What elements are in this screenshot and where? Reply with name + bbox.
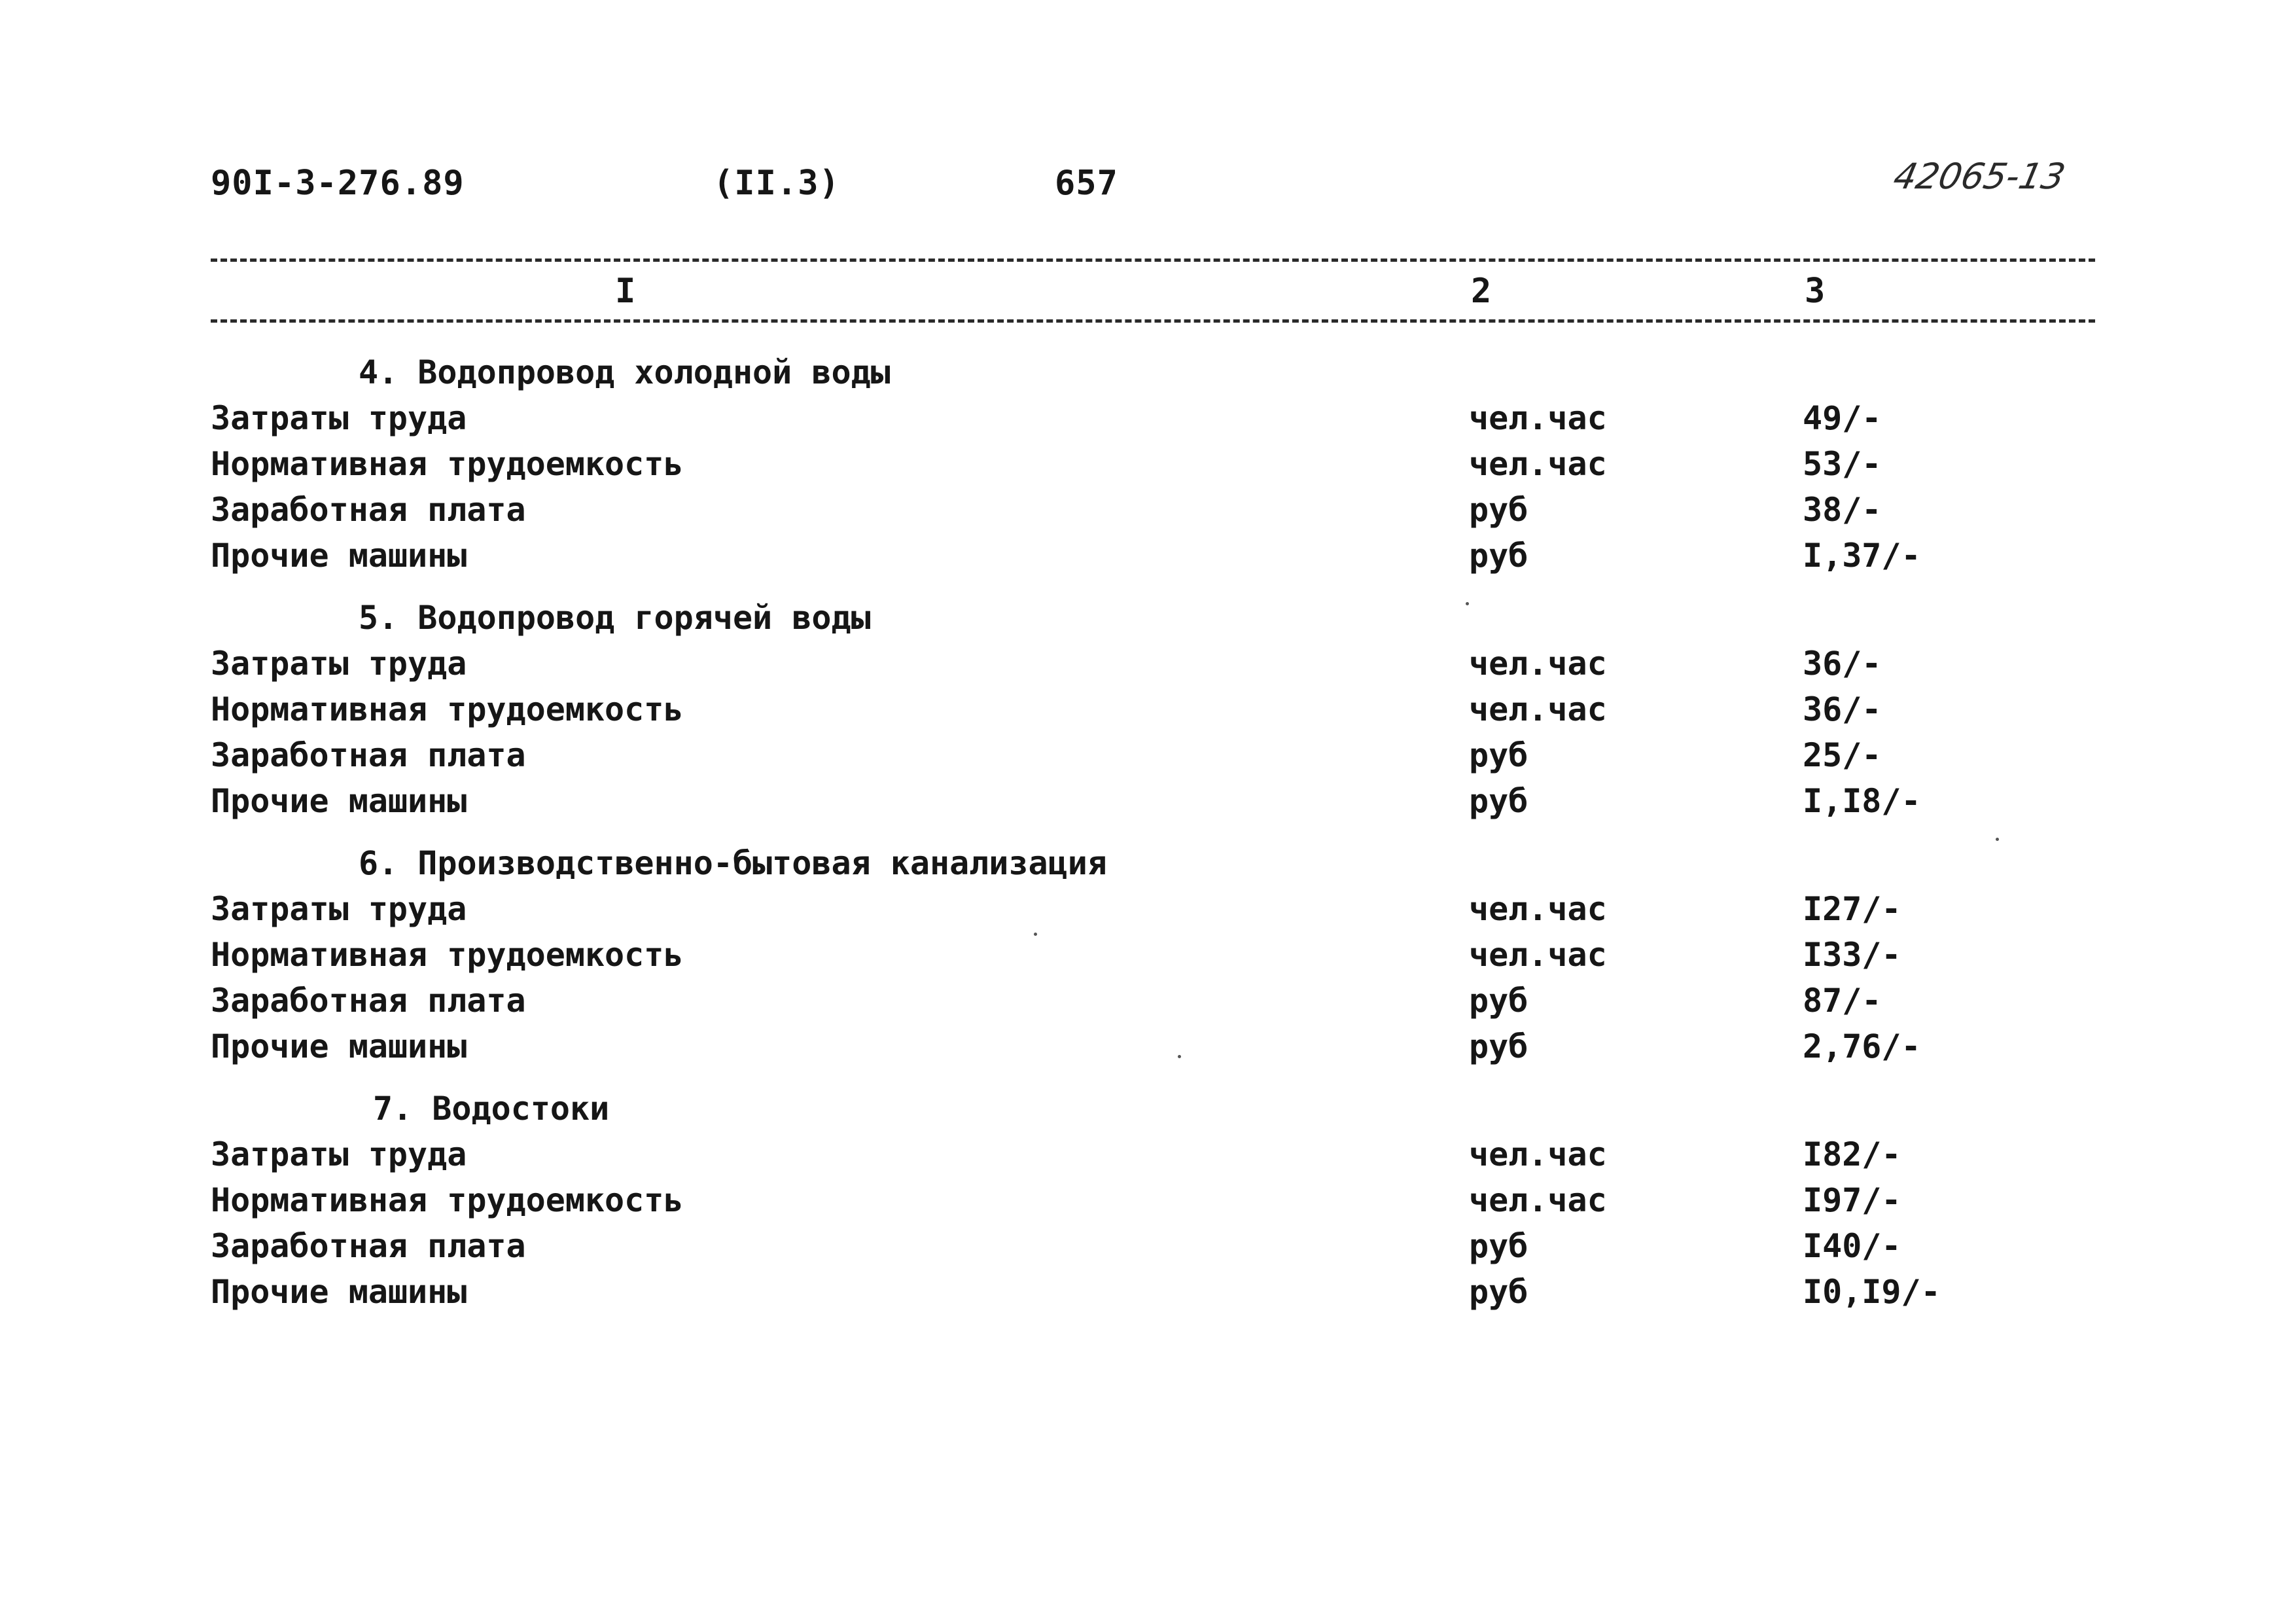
table-row: [0, 736, 2296, 782]
section-title: 7. Водостоки: [373, 1090, 610, 1128]
row-unit: чел.час: [1469, 890, 1607, 928]
row-label: Прочие машины: [211, 537, 467, 575]
row-label: Заработная плата: [211, 736, 526, 774]
scan-speck: [1996, 838, 1999, 841]
table-row: [0, 982, 2296, 1027]
row-unit: руб: [1469, 736, 1528, 774]
table-top-rule: [211, 259, 2095, 262]
row-label: Затраты труда: [211, 890, 467, 928]
row-value: 36/-: [1803, 645, 1882, 683]
row-unit: чел.час: [1469, 936, 1607, 974]
row-value: I33/-: [1803, 936, 1901, 974]
handwritten-reference-number: 42065-13: [1890, 156, 2069, 197]
row-value: I0,I9/-: [1803, 1273, 1941, 1311]
section-title-row: [0, 599, 2296, 645]
column-header-2: 2: [1471, 272, 1492, 311]
section-title-row: [0, 844, 2296, 890]
table-row: [0, 890, 2296, 936]
row-unit: руб: [1469, 1027, 1528, 1065]
row-unit: руб: [1469, 1227, 1528, 1265]
row-unit: руб: [1469, 491, 1528, 529]
row-unit: чел.час: [1469, 445, 1607, 483]
row-unit: чел.час: [1469, 1135, 1607, 1173]
column-header-3: 3: [1805, 272, 1826, 311]
scan-speck: [1178, 1055, 1181, 1058]
section-title-row: [0, 353, 2296, 399]
row-label: Нормативная трудоемкость: [211, 445, 684, 483]
row-label: Прочие машины: [211, 1027, 467, 1065]
row-label: Заработная плата: [211, 491, 526, 529]
row-label: Нормативная трудоемкость: [211, 690, 684, 728]
table-row: [0, 1273, 2296, 1319]
row-label: Заработная плата: [211, 1227, 526, 1265]
table-row: [0, 1227, 2296, 1273]
section-title: 4. Водопровод холодной воды: [359, 353, 891, 391]
row-value: I,I8/-: [1803, 782, 1921, 820]
row-unit: чел.час: [1469, 1181, 1607, 1219]
scan-speck: [1034, 933, 1037, 936]
table-row: [0, 1135, 2296, 1181]
table-row: [0, 399, 2296, 445]
row-value: I82/-: [1803, 1135, 1901, 1173]
document-code: 90I-3-276.89: [211, 164, 465, 203]
row-value: I97/-: [1803, 1181, 1901, 1219]
row-value: 53/-: [1803, 445, 1882, 483]
section-title: 6. Производственно-бытовая канализация: [359, 844, 1107, 882]
table-row: [0, 491, 2296, 537]
table-row: [0, 445, 2296, 491]
section-title: 5. Водопровод горячей воды: [359, 599, 871, 637]
table-row: [0, 537, 2296, 582]
row-value: I40/-: [1803, 1227, 1901, 1265]
table-row: [0, 1027, 2296, 1073]
row-label: Нормативная трудоемкость: [211, 1181, 684, 1219]
row-unit: руб: [1469, 782, 1528, 820]
row-unit: чел.час: [1469, 690, 1607, 728]
row-unit: чел.час: [1469, 399, 1607, 437]
scan-speck: [1466, 602, 1469, 605]
row-value: 25/-: [1803, 736, 1882, 774]
row-value: I27/-: [1803, 890, 1901, 928]
row-value: 2,76/-: [1803, 1027, 1921, 1065]
row-unit: чел.час: [1469, 645, 1607, 683]
table-header-rule: [211, 319, 2095, 323]
page-number: 657: [1055, 164, 1118, 203]
row-value: 49/-: [1803, 399, 1882, 437]
table-row: [0, 690, 2296, 736]
row-value: I,37/-: [1803, 537, 1921, 575]
table-row: [0, 936, 2296, 982]
table-row: [0, 645, 2296, 690]
row-label: Нормативная трудоемкость: [211, 936, 684, 974]
row-label: Затраты труда: [211, 645, 467, 683]
row-value: 87/-: [1803, 982, 1882, 1020]
row-label: Затраты труда: [211, 399, 467, 437]
row-unit: руб: [1469, 537, 1528, 575]
row-label: Прочие машины: [211, 1273, 467, 1311]
table-row: [0, 782, 2296, 828]
column-header-1: I: [615, 272, 636, 311]
section-reference: (II.3): [713, 164, 840, 203]
table-row: [0, 1181, 2296, 1227]
row-value: 36/-: [1803, 690, 1882, 728]
row-label: Затраты труда: [211, 1135, 467, 1173]
row-unit: руб: [1469, 1273, 1528, 1311]
row-label: Заработная плата: [211, 982, 526, 1020]
row-value: 38/-: [1803, 491, 1882, 529]
section-title-row: [0, 1090, 2296, 1135]
row-unit: руб: [1469, 982, 1528, 1020]
row-label: Прочие машины: [211, 782, 467, 820]
